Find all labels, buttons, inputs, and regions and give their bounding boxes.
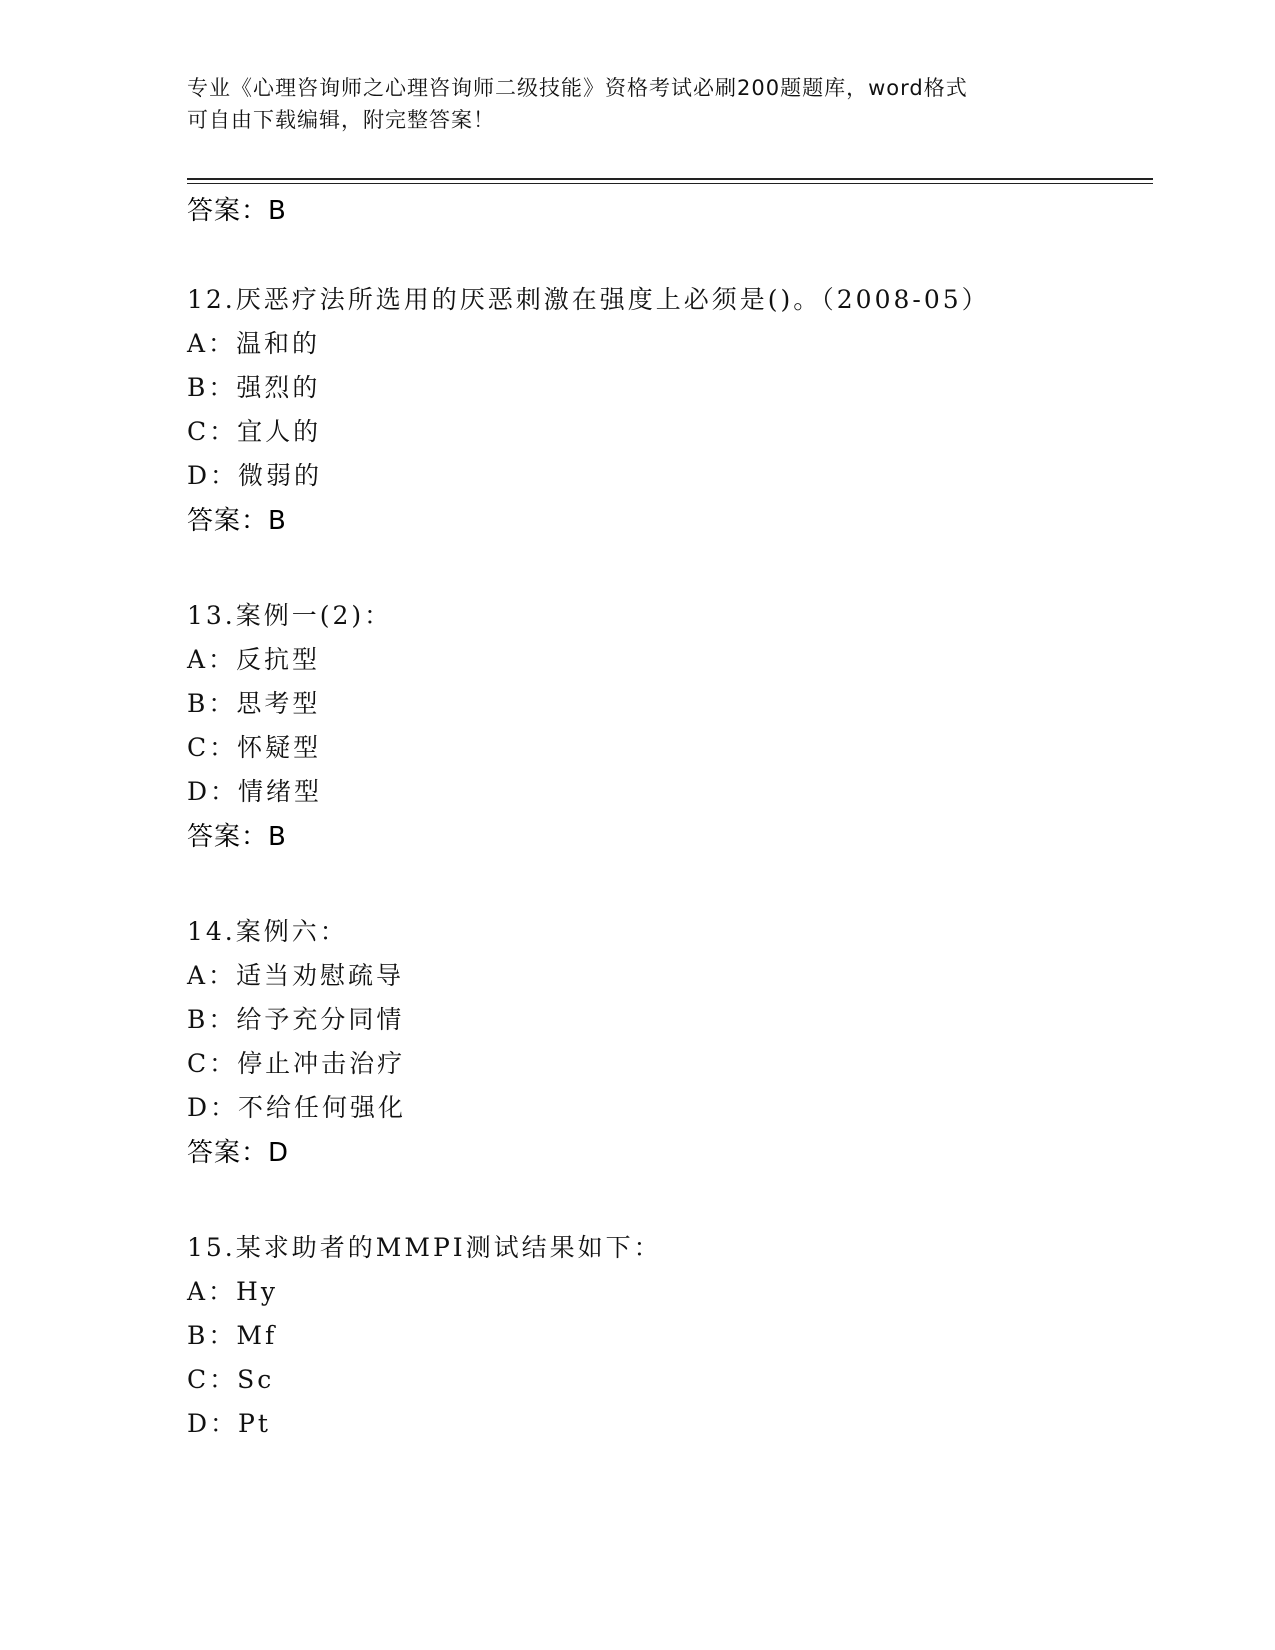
question-13-option-c: C：怀疑型 xyxy=(187,733,322,762)
question-14-option-c: C：停止冲击治疗 xyxy=(187,1049,406,1078)
document-header xyxy=(187,72,1087,136)
question-13-option-d: D：情绪型 xyxy=(187,777,323,806)
question-13-option-a: A：反抗型 xyxy=(187,645,321,674)
question-15-option-a: A：Hy xyxy=(187,1277,278,1306)
question-14-option-a: A：适当劝慰疏导 xyxy=(187,961,405,990)
question-13-stem: 13.案例一(2)： xyxy=(187,601,393,630)
question-12-stem: 12.厌恶疗法所选用的厌恶刺激在强度上必须是()。（2008-05） xyxy=(187,285,990,314)
question-12-option-d: D：微弱的 xyxy=(187,461,323,490)
question-15-stem: 15.某求助者的MMPI测试结果如下： xyxy=(187,1233,662,1262)
question-12-answer: 答案：B xyxy=(187,506,287,536)
header-divider-thick xyxy=(187,178,1153,180)
header-line-1: 专业《心理咨询师之心理咨询师二级技能》资格考试必刷200题题库，word格式 xyxy=(187,76,968,100)
question-14-option-b: B：给予充分同情 xyxy=(187,1005,405,1034)
question-14-option-d: D：不给任何强化 xyxy=(187,1093,407,1122)
header-divider-thin xyxy=(187,183,1153,184)
question-14-answer: 答案：D xyxy=(187,1138,290,1168)
previous-answer: 答案：B xyxy=(187,196,287,226)
question-13-answer: 答案：B xyxy=(187,822,287,852)
question-13-option-b: B：思考型 xyxy=(187,689,321,718)
question-12-option-c: C：宜人的 xyxy=(187,417,322,446)
question-15-option-b: B：Mf xyxy=(187,1321,278,1350)
question-14-stem: 14.案例六： xyxy=(187,917,348,946)
header-line-2: 可自由下载编辑，附完整答案！ xyxy=(187,108,495,132)
question-12-option-a: A：温和的 xyxy=(187,329,321,358)
question-15-option-c: C：Sc xyxy=(187,1365,275,1394)
question-12-option-b: B：强烈的 xyxy=(187,373,321,402)
question-15-option-d: D：Pt xyxy=(187,1409,271,1438)
